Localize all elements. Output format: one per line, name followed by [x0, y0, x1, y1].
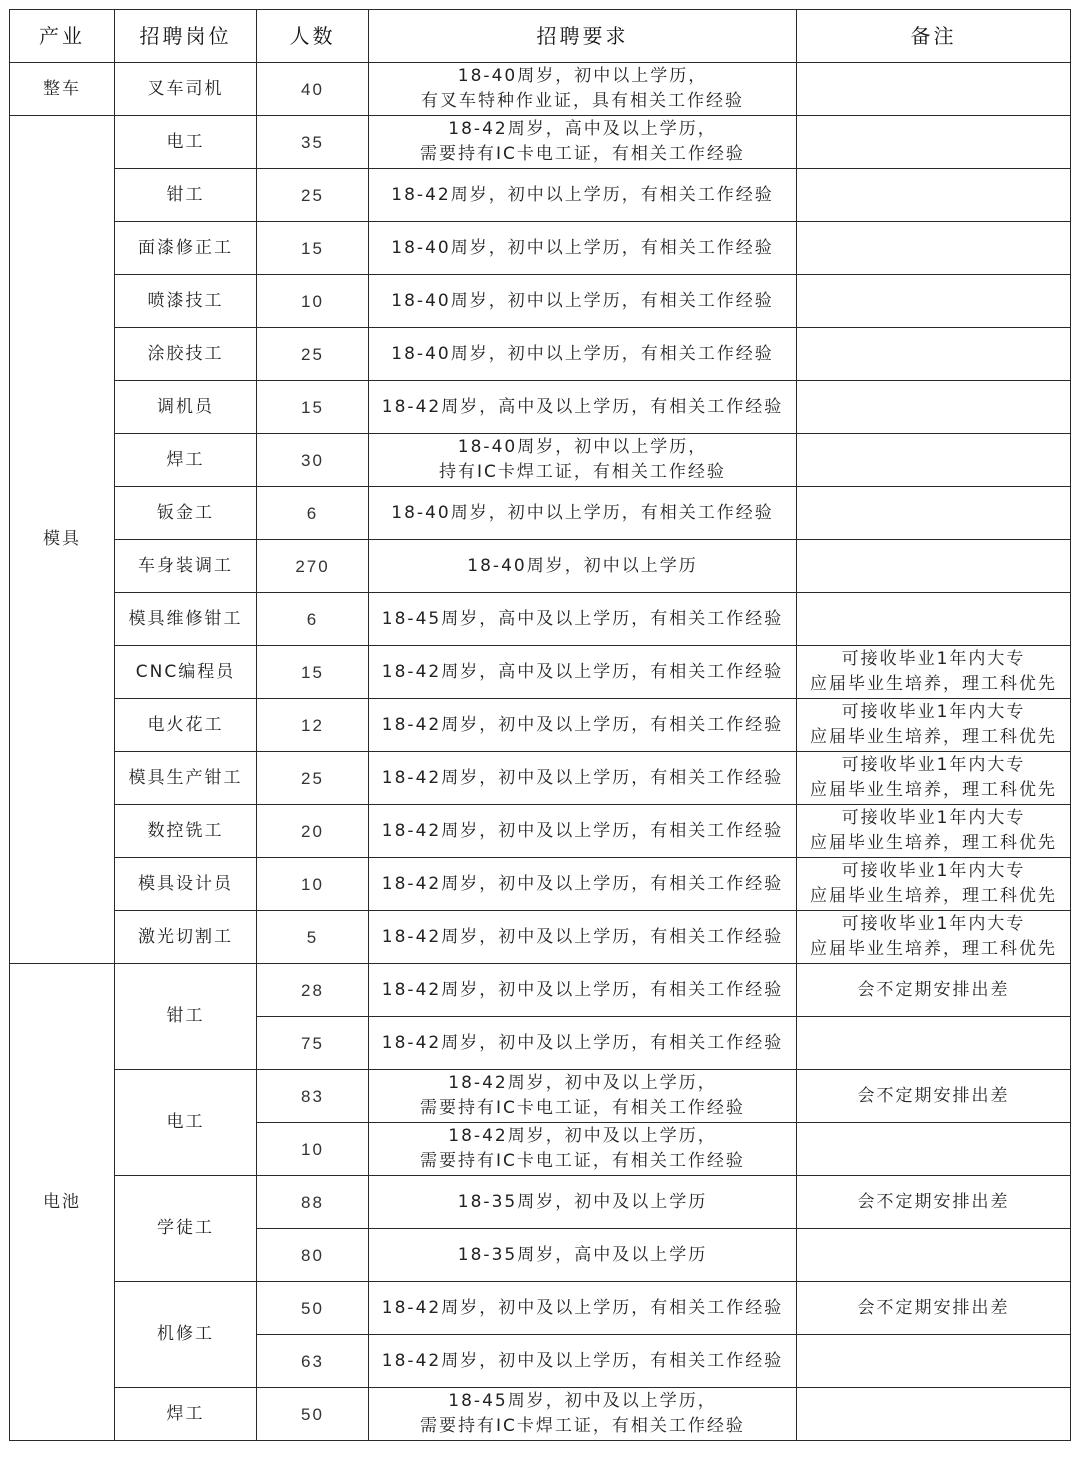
count-cell: 50 — [257, 1282, 369, 1335]
requirements-cell — [369, 593, 797, 646]
notes-cell — [797, 1282, 1071, 1335]
requirement-line: 18-42周岁，高中及以上学历，有相关工作经验 — [381, 396, 784, 417]
count-cell: 10 — [257, 1123, 369, 1176]
table-row — [10, 752, 1071, 805]
notes-cell — [797, 275, 1071, 328]
requirements-cell — [369, 1282, 797, 1335]
notes-cell — [797, 964, 1071, 1017]
requirements-cell — [369, 964, 797, 1017]
notes-cell — [797, 1123, 1071, 1176]
count-cell: 15 — [257, 381, 369, 434]
requirement-line: 18-42周岁，初中及以上学历， — [448, 1073, 717, 1093]
requirement-line: 18-42周岁，初中以上学历，有相关工作经验 — [391, 184, 774, 205]
note-line: 会不定期安排出差 — [857, 1297, 1010, 1318]
count-cell: 6 — [257, 487, 369, 540]
note-line: 可接收毕业1年内大专 — [841, 649, 1026, 669]
header-position: 招聘岗位 — [115, 10, 257, 63]
header-count: 人数 — [257, 10, 369, 63]
notes-cell — [797, 328, 1071, 381]
requirements-cell — [369, 911, 797, 964]
table-row — [10, 487, 1071, 540]
header-industry: 产业 — [10, 10, 115, 63]
position-cell: 调机员 — [115, 381, 257, 434]
requirement-line: 持有IC卡焊工证，有相关工作经验 — [439, 462, 726, 482]
note-line: 可接收毕业1年内大专 — [841, 702, 1026, 722]
count-cell: 88 — [257, 1176, 369, 1229]
requirements-cell — [369, 487, 797, 540]
requirement-line: 18-42周岁，高中及以上学历， — [448, 119, 717, 139]
position-cell: 钳工 — [115, 169, 257, 222]
requirements-cell — [369, 1070, 797, 1123]
notes-cell — [797, 169, 1071, 222]
requirement-line: 18-42周岁，初中及以上学历，有相关工作经验 — [381, 1032, 784, 1053]
table-row — [10, 1176, 1071, 1229]
note-line: 应届毕业生培养，理工科优先 — [810, 886, 1057, 906]
table-row — [10, 63, 1071, 116]
count-cell: 270 — [257, 540, 369, 593]
requirements-cell — [369, 858, 797, 911]
position-cell: 数控铣工 — [115, 805, 257, 858]
table-row — [10, 805, 1071, 858]
requirements-cell — [369, 805, 797, 858]
table-row — [10, 434, 1071, 487]
requirements-cell — [369, 1017, 797, 1070]
position-cell: 叉车司机 — [115, 63, 257, 116]
count-cell: 6 — [257, 593, 369, 646]
requirements-cell — [369, 116, 797, 169]
notes-cell — [797, 222, 1071, 275]
requirement-line: 18-42周岁，初中及以上学历， — [448, 1126, 717, 1146]
requirement-line: 18-42周岁，初中及以上学历，有相关工作经验 — [381, 1297, 784, 1318]
header-notes: 备注 — [797, 10, 1071, 63]
count-cell: 35 — [257, 116, 369, 169]
requirements-cell — [369, 1123, 797, 1176]
requirement-line: 需要持有IC卡焊工证，有相关工作经验 — [420, 1416, 745, 1436]
note-line: 可接收毕业1年内大专 — [841, 914, 1026, 934]
position-cell: 模具设计员 — [115, 858, 257, 911]
notes-cell — [797, 858, 1071, 911]
note-line: 会不定期安排出差 — [857, 1085, 1010, 1106]
requirements-cell — [369, 381, 797, 434]
table-row — [10, 222, 1071, 275]
recruitment-table — [9, 9, 1071, 1441]
requirements-cell — [369, 1229, 797, 1282]
note-line: 会不定期安排出差 — [857, 979, 1010, 1000]
note-line: 应届毕业生培养，理工科优先 — [810, 727, 1057, 747]
count-cell: 20 — [257, 805, 369, 858]
requirements-cell — [369, 699, 797, 752]
position-cell: 电火花工 — [115, 699, 257, 752]
notes-cell — [797, 593, 1071, 646]
header-requirements: 招聘要求 — [369, 10, 797, 63]
note-line: 应届毕业生培养，理工科优先 — [810, 939, 1057, 959]
count-cell: 83 — [257, 1070, 369, 1123]
count-cell: 63 — [257, 1335, 369, 1388]
notes-cell — [797, 805, 1071, 858]
table-row — [10, 381, 1071, 434]
notes-cell — [797, 1335, 1071, 1388]
requirements-cell — [369, 646, 797, 699]
note-line: 应届毕业生培养，理工科优先 — [810, 833, 1057, 853]
count-cell: 10 — [257, 275, 369, 328]
note-line: 可接收毕业1年内大专 — [841, 861, 1026, 881]
count-cell: 12 — [257, 699, 369, 752]
table-row — [10, 1070, 1071, 1123]
requirements-cell — [369, 1176, 797, 1229]
requirements-cell — [369, 275, 797, 328]
requirement-line: 18-45周岁，初中及以上学历， — [448, 1391, 717, 1411]
notes-cell — [797, 646, 1071, 699]
notes-cell — [797, 1017, 1071, 1070]
requirement-line: 需要持有IC卡电工证，有相关工作经验 — [420, 1098, 745, 1118]
notes-cell — [797, 1229, 1071, 1282]
position-cell: 涂胶技工 — [115, 328, 257, 381]
count-cell: 15 — [257, 646, 369, 699]
table-row — [10, 593, 1071, 646]
requirement-line: 18-35周岁，高中及以上学历 — [457, 1244, 708, 1265]
position-cell: 焊工 — [115, 1388, 257, 1441]
requirement-line: 18-42周岁，初中及以上学历，有相关工作经验 — [381, 873, 784, 894]
table-row — [10, 116, 1071, 169]
count-cell: 50 — [257, 1388, 369, 1441]
table-row — [10, 328, 1071, 381]
requirement-line: 18-40周岁，初中以上学历，有相关工作经验 — [391, 290, 774, 311]
table-row — [10, 646, 1071, 699]
count-cell: 30 — [257, 434, 369, 487]
table-row — [10, 699, 1071, 752]
requirement-line: 18-42周岁，初中及以上学历，有相关工作经验 — [381, 1350, 784, 1371]
notes-cell — [797, 1388, 1071, 1441]
position-cell: 模具维修钳工 — [115, 593, 257, 646]
note-line: 应届毕业生培养，理工科优先 — [810, 674, 1057, 694]
notes-cell — [797, 699, 1071, 752]
table-row — [10, 169, 1071, 222]
notes-cell — [797, 1176, 1071, 1229]
position-cell: 钣金工 — [115, 487, 257, 540]
notes-cell — [797, 752, 1071, 805]
requirement-line: 18-35周岁，初中及以上学历 — [457, 1191, 708, 1212]
requirements-cell — [369, 63, 797, 116]
requirement-line: 18-42周岁，初中及以上学历，有相关工作经验 — [381, 926, 784, 947]
requirements-cell — [369, 1335, 797, 1388]
industry-cell: 模具 — [10, 116, 115, 964]
requirement-line: 18-40周岁，初中以上学历，有相关工作经验 — [391, 237, 774, 258]
position-cell: 钳工 — [115, 964, 257, 1070]
table-row — [10, 540, 1071, 593]
count-cell: 10 — [257, 858, 369, 911]
table-body — [10, 63, 1071, 1441]
position-cell: 喷漆技工 — [115, 275, 257, 328]
position-cell: 学徒工 — [115, 1176, 257, 1282]
note-line: 可接收毕业1年内大专 — [841, 808, 1026, 828]
table-row — [10, 964, 1071, 1017]
count-cell: 5 — [257, 911, 369, 964]
requirement-line: 18-40周岁，初中以上学历，有相关工作经验 — [391, 502, 774, 523]
notes-cell — [797, 487, 1071, 540]
requirements-cell — [369, 1388, 797, 1441]
position-cell: 面漆修正工 — [115, 222, 257, 275]
requirements-cell — [369, 328, 797, 381]
requirement-line: 18-42周岁，初中及以上学历，有相关工作经验 — [381, 767, 784, 788]
count-cell: 25 — [257, 169, 369, 222]
industry-cell: 电池 — [10, 964, 115, 1441]
table-row — [10, 858, 1071, 911]
count-cell: 25 — [257, 752, 369, 805]
position-cell: CNC编程员 — [115, 646, 257, 699]
requirement-line: 需要持有IC卡电工证，有相关工作经验 — [420, 1151, 745, 1171]
count-cell: 75 — [257, 1017, 369, 1070]
count-cell: 28 — [257, 964, 369, 1017]
count-cell: 80 — [257, 1229, 369, 1282]
notes-cell — [797, 1070, 1071, 1123]
position-cell: 激光切割工 — [115, 911, 257, 964]
header-row — [10, 10, 1071, 63]
position-cell: 车身装调工 — [115, 540, 257, 593]
note-line: 可接收毕业1年内大专 — [841, 755, 1026, 775]
table-row — [10, 911, 1071, 964]
requirement-line: 18-42周岁，初中及以上学历，有相关工作经验 — [381, 979, 784, 1000]
note-line: 会不定期安排出差 — [857, 1191, 1010, 1212]
notes-cell — [797, 63, 1071, 116]
note-line: 应届毕业生培养，理工科优先 — [810, 780, 1057, 800]
requirements-cell — [369, 540, 797, 593]
table-row — [10, 275, 1071, 328]
count-cell: 15 — [257, 222, 369, 275]
requirement-line: 18-40周岁，初中以上学历， — [457, 437, 708, 457]
requirement-line: 18-40周岁，初中以上学历， — [457, 66, 708, 86]
table-row — [10, 1282, 1071, 1335]
requirement-line: 18-42周岁，初中及以上学历，有相关工作经验 — [381, 714, 784, 735]
requirement-line: 有叉车特种作业证，具有相关工作经验 — [421, 91, 744, 111]
position-cell: 电工 — [115, 1070, 257, 1176]
requirements-cell — [369, 169, 797, 222]
industry-cell: 整车 — [10, 63, 115, 116]
notes-cell — [797, 434, 1071, 487]
notes-cell — [797, 540, 1071, 593]
requirement-line: 18-40周岁，初中以上学历 — [467, 555, 698, 576]
notes-cell — [797, 381, 1071, 434]
table-row — [10, 1388, 1071, 1441]
count-cell: 40 — [257, 63, 369, 116]
requirements-cell — [369, 434, 797, 487]
position-cell: 模具生产钳工 — [115, 752, 257, 805]
requirement-line: 18-42周岁，初中及以上学历，有相关工作经验 — [381, 820, 784, 841]
requirement-line: 18-42周岁，高中及以上学历，有相关工作经验 — [381, 661, 784, 682]
requirements-cell — [369, 222, 797, 275]
position-cell: 电工 — [115, 116, 257, 169]
requirement-line: 18-40周岁，初中以上学历，有相关工作经验 — [391, 343, 774, 364]
requirement-line: 18-45周岁，高中及以上学历，有相关工作经验 — [381, 608, 784, 629]
position-cell: 机修工 — [115, 1282, 257, 1388]
requirements-cell — [369, 752, 797, 805]
requirement-line: 需要持有IC卡电工证，有相关工作经验 — [420, 144, 745, 164]
notes-cell — [797, 911, 1071, 964]
count-cell: 25 — [257, 328, 369, 381]
position-cell: 焊工 — [115, 434, 257, 487]
notes-cell — [797, 116, 1071, 169]
